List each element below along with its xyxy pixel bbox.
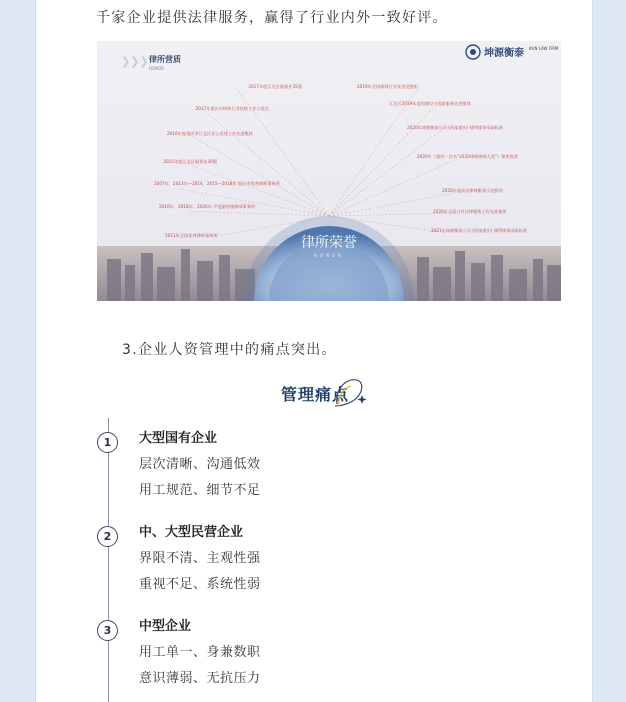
step-number-1: 1 bbox=[97, 432, 118, 453]
intro-text: 千家企业提供法律服务，赢得了行业内外一致好评。 bbox=[96, 10, 448, 26]
step-title-1: 大型国有企业 bbox=[139, 431, 218, 446]
honor-right-2: 江北区2019年度的建设与优质服务先进集体 bbox=[389, 101, 471, 106]
step-number-2: 2 bbox=[97, 526, 118, 547]
step-2-line-2: 重视不足、系统性弱 bbox=[139, 577, 261, 592]
honor-left-2: 2017年重庆市律师行业扶助工作示范点 bbox=[195, 106, 269, 111]
chevron-icon: ❯❯❯ bbox=[121, 55, 149, 68]
banner-center-title: 律所荣誉 bbox=[301, 235, 357, 251]
step-2-line-1: 界限不清、主观性强 bbox=[139, 551, 261, 566]
honor-left-1: 2017年度江北区服务业35强 bbox=[248, 84, 302, 89]
step-title-3: 中型企业 bbox=[139, 619, 192, 634]
honor-right-5: 2020年重庆法律律服务示范机构 bbox=[442, 188, 503, 193]
honor-right-4: 2020年《重庆一百名“2020律师律师大奖”》律所推荐 bbox=[417, 154, 519, 159]
honor-right-3: 2020年坤源衡泰公司 (西部重庆) 律所律事录取标准 bbox=[407, 125, 504, 130]
step-title-2: 中、大型民营企业 bbox=[139, 525, 244, 540]
honor-left-5: 2007年、2013年—2014、2015—2018年 重庆市优秀律师事务所 bbox=[154, 181, 280, 186]
banner-center-sub: HONOR bbox=[313, 253, 345, 258]
pain-heading-block bbox=[281, 382, 349, 405]
sparkle-icon bbox=[333, 376, 369, 410]
honor-left-6: 2016年、2018年、2020年 平度副省级律师事务所 bbox=[159, 204, 256, 209]
honor-left-7: 2011年全国优秀律师事务所 bbox=[165, 233, 218, 238]
timeline-line bbox=[108, 418, 109, 702]
step-1-line-2: 用工规范、细节不足 bbox=[139, 483, 261, 498]
honor-left-4: 2015年度江北区服务业30强 bbox=[163, 159, 217, 164]
pain-heading: 管理痛点 bbox=[281, 385, 350, 404]
section-title: 3.企业人资管理中的痛点突出。 bbox=[122, 342, 337, 358]
honor-left-3: 2016年度重庆市江北区非公党建工作先进集体 bbox=[166, 131, 253, 136]
honor-banner-graphic bbox=[97, 41, 561, 301]
honor-banner-image bbox=[97, 41, 561, 301]
banner-brand-left: 律所营质 bbox=[149, 55, 181, 64]
step-1-line-1: 层次清晰、沟通低效 bbox=[139, 457, 261, 472]
honor-right-6: 2020年全国公共法律服务工作先进集体 bbox=[433, 209, 507, 214]
step-3-line-2: 意识薄弱、无抗压力 bbox=[139, 671, 261, 686]
honor-right-1: 2019年全国律师行业先进党组织 bbox=[357, 84, 418, 89]
banner-logo-text: 坤源衡泰 bbox=[484, 48, 524, 59]
banner-brand-left-sub: HONOR bbox=[149, 66, 165, 71]
banner-logo-sub: KUN LAW FIRM bbox=[529, 46, 559, 51]
step-number-3: 3 bbox=[97, 620, 118, 641]
honor-right-7: 2021年坤源衡泰公司 (西部重庆) 律所律事录取标准 bbox=[431, 228, 528, 233]
step-3-line-1: 用工单一、身兼数职 bbox=[139, 645, 261, 660]
